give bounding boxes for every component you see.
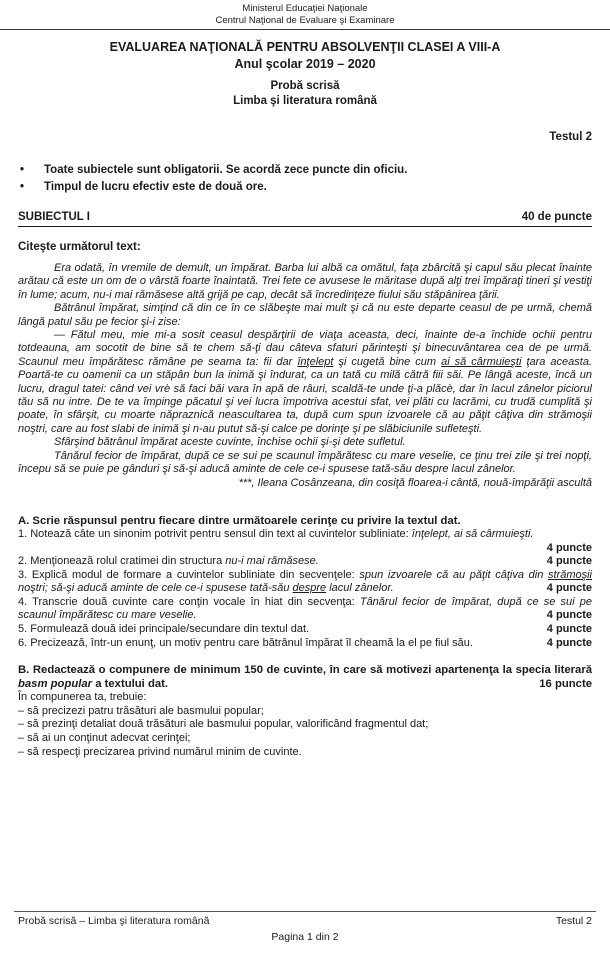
- question-item: [18, 555, 592, 569]
- notice-item: [18, 162, 592, 179]
- text-segment: lacul zânelor.: [326, 582, 394, 595]
- requirement-item: – să precizezi patru trăsături ale basmului popular;: [18, 704, 264, 717]
- text-segment: 3. Explică modul de formare a cuvintelor subliniate din secvenţele:: [18, 568, 360, 581]
- proba-scrisa-label: Probă scrisă: [270, 80, 340, 92]
- section-b-intro: În compunerea ta, trebuie:: [18, 691, 147, 704]
- text-segment: nu-i mai rămăsese.: [225, 555, 319, 568]
- footer-row: [18, 914, 592, 928]
- read-prompt: Citeşte următorul text:: [18, 241, 141, 253]
- story-paragraph: [18, 302, 592, 329]
- bullet-icon: •: [20, 164, 25, 176]
- subject1-points: 40 de puncte: [521, 211, 592, 223]
- notices-list: [18, 162, 592, 196]
- text-segment: 5. Formulează două idei principale/secundare din textul dat.: [18, 623, 310, 636]
- exam-title: [18, 39, 592, 73]
- question-item: [18, 528, 592, 542]
- story-attribution: ***, Ileana Cosânzeana, din cosiţă floarea-i cântă, nouă-împărăţii ascultă: [238, 476, 592, 489]
- text-segment: — Fătul meu, mie mi-a sosit ceasul despărţirii de viaţa aceasta, deci, înainte de-a închide ochii pentru totdeauna, am socotit de bine să te chem să-ţi dau câteva sfaturi părinteşti şi binecuvântarea cea de pe urmă. Scaunul meu împărătesc rămâne pe seama ta: fii dar: [18, 329, 592, 368]
- question-item: [18, 596, 592, 623]
- story-paragraph: [18, 450, 592, 477]
- text-segment: basm popular: [18, 678, 93, 691]
- subject1-heading: SUBIECTUL I: [18, 211, 90, 223]
- story-paragraph: [18, 436, 592, 449]
- text-segment: strămoşii: [547, 568, 592, 581]
- text-segment: înţelept: [297, 355, 334, 368]
- question-item: [18, 623, 592, 637]
- question-points: 4 puncte: [546, 555, 592, 568]
- requirement-item: – să prezinţi detaliat două trăsături ale basmului popular, valorificând fragmentul dat;: [18, 718, 429, 731]
- notice-item: [18, 179, 592, 196]
- text-segment: 1. Notează câte un sinonim potrivit pentru sensul din text al cuvintelor subliniate:: [18, 527, 412, 540]
- text-segment: Tânărul fecior de împărat, după ce se sui pe scaunul împărătesc cu mare veselie, ce ţinu trei zile şi trei nopţi, începu să se puie pe gânduri şi să-şi aducă aminte de cele ce-i spusese tată-său despre lacul zânelor.: [18, 449, 592, 476]
- text-segment: 6. Precizează, într-un enunţ, un motiv pentru care bătrânul împărat îl cheamă la el pe fiul său.: [18, 636, 473, 649]
- footer-divider: [14, 911, 596, 912]
- text-segment: Era odată, în vremile de demult, un împărat. Barba lui albă ca omătul, faţa zbârcită şi capul său plecat înainte arătau că este un om de o vârstă foarte înaintată. Trei fete ce avusese le măritase după alţi trei împăraţi tineri şi vestiţi în lume; acum, nu-i mai rămăsese altă grijă pe cap, decât să încredinţeze fiului său stăpânirea ţării.: [18, 262, 592, 301]
- story-text: [18, 262, 592, 477]
- section-a: [18, 514, 592, 650]
- subject1-heading-row: [18, 209, 592, 227]
- footer-right: Testul 2: [555, 915, 592, 927]
- bullet-icon: •: [20, 181, 25, 193]
- test-number-label: Testul 2: [549, 131, 592, 143]
- story-paragraph: [18, 329, 592, 436]
- question-item: [18, 569, 592, 596]
- text-segment: ţara aceasta. Poartă-te cu oamenii ca un stăpân bun la inimă şi îndurat, ca un tată cu milă cătră fiii săi. Pe lângă aceste, încă un lucru, dragul tatei: când vei vrè să faci băi vara în apă de râuri, scaldă-te unde ţi-a plăcè, dar în lacul zânelor piciorul tău să nu intre. De te va împinge păcatul şi vei lucra împotriva acestui sfat, vei plăti cu lacrămi, cu trudă cumplită şi poate, în sfârşit, cu moarte năpraznică neascultarea ta, după cum spun izvoarele că au păţit câţiva din strămoşii noştri, care au fost slabi de inimă şi n-au putut să-şi calce pe dorinţe şi pe slăbiciunile sufleteşti.: [18, 355, 592, 435]
- ministry-header: [18, 3, 592, 27]
- text-segment: şi cugetă bine cum: [333, 355, 442, 368]
- subject-name-label: Limba şi literatura română: [233, 95, 377, 107]
- question-item: [18, 637, 592, 651]
- requirement-item: – să respecţi precizarea privind numărul minim de cuvinte.: [18, 745, 302, 758]
- text-segment: noştri; să-şi aducă aminte de cele ce-i spusese tată-său: [18, 582, 293, 595]
- footer-left: Probă scrisă – Limba şi literatura română: [18, 915, 210, 927]
- text-segment: ai să cârmuieşti: [441, 355, 522, 368]
- exam-subtitle: [18, 79, 592, 109]
- notice-text: Timpul de lucru efectiv este de două ore.: [44, 181, 267, 193]
- text-segment: a textului dat.: [92, 678, 169, 691]
- section-b: [18, 663, 592, 759]
- section-b-points: 16 puncte: [539, 678, 592, 691]
- footer-page-number: Pagina 1 din 2: [271, 931, 339, 943]
- text-segment: 4. Transcrie două cuvinte care conţin vocale în hiat din secvenţa:: [18, 595, 360, 608]
- text-segment: Bătrânul împărat, simţind că din ce în ce slăbeşte mai mult şi că nu este departe ceasul de pe urmă, chemă lângă patul său pe fecior şi-i zise:: [18, 302, 592, 328]
- text-segment: Tânărul fecior de împărat, după ce se sui pe scaunul împărătesc cu mare veselie.: [18, 595, 592, 622]
- text-segment: spun izvoarele că au păţit câţiva din: [359, 568, 548, 581]
- text-segment: Sfârşind bătrânul împărat aceste cuvinte, închise ochii şi-şi dete sufletul.: [54, 436, 406, 449]
- text-segment: despre: [292, 582, 327, 595]
- question-points: 4 puncte: [546, 623, 592, 636]
- section-a-heading: A. Scrie răspunsul pentru fiecare dintre următoarele cerinţe cu privire la textul dat.: [18, 514, 461, 527]
- exam-title-line2: Anul şcolar 2019 – 2020: [234, 57, 376, 71]
- question-points: 4 puncte: [546, 636, 592, 649]
- section-a-items: [18, 528, 592, 650]
- text-segment: 2. Menţionează rolul cratimei din structura: [18, 555, 226, 568]
- story-paragraph: [18, 262, 592, 302]
- text-segment: B. Redactează o compunere de minimum 150 de cuvinte, în care să motivezi apartenenţa la specia literară: [18, 664, 592, 677]
- section-b-requirements: [18, 705, 592, 759]
- center-line: Centrul Naţional de Evaluare şi Examinare: [215, 15, 395, 26]
- header-divider: [0, 29, 610, 30]
- notice-text: Toate subiectele sunt obligatorii. Se acordă zece puncte din oficiu.: [44, 164, 408, 176]
- exam-title-line1: EVALUAREA NAŢIONALĂ PENTRU ABSOLVENŢII CLASEI A VIII-A: [109, 40, 501, 54]
- requirement-item: – să ai un conţinut adecvat cerinţei;: [18, 732, 191, 745]
- ministry-line: Ministerul Educaţiei Naţionale: [242, 3, 368, 14]
- question-points: 4 puncte: [546, 582, 592, 595]
- page-footer: [0, 911, 610, 944]
- text-segment: înţelept, ai să cârmuieşti.: [411, 527, 534, 540]
- question-points: 4 puncte: [546, 541, 592, 554]
- section-b-heading: [18, 663, 592, 691]
- question-points: 4 puncte: [546, 609, 592, 622]
